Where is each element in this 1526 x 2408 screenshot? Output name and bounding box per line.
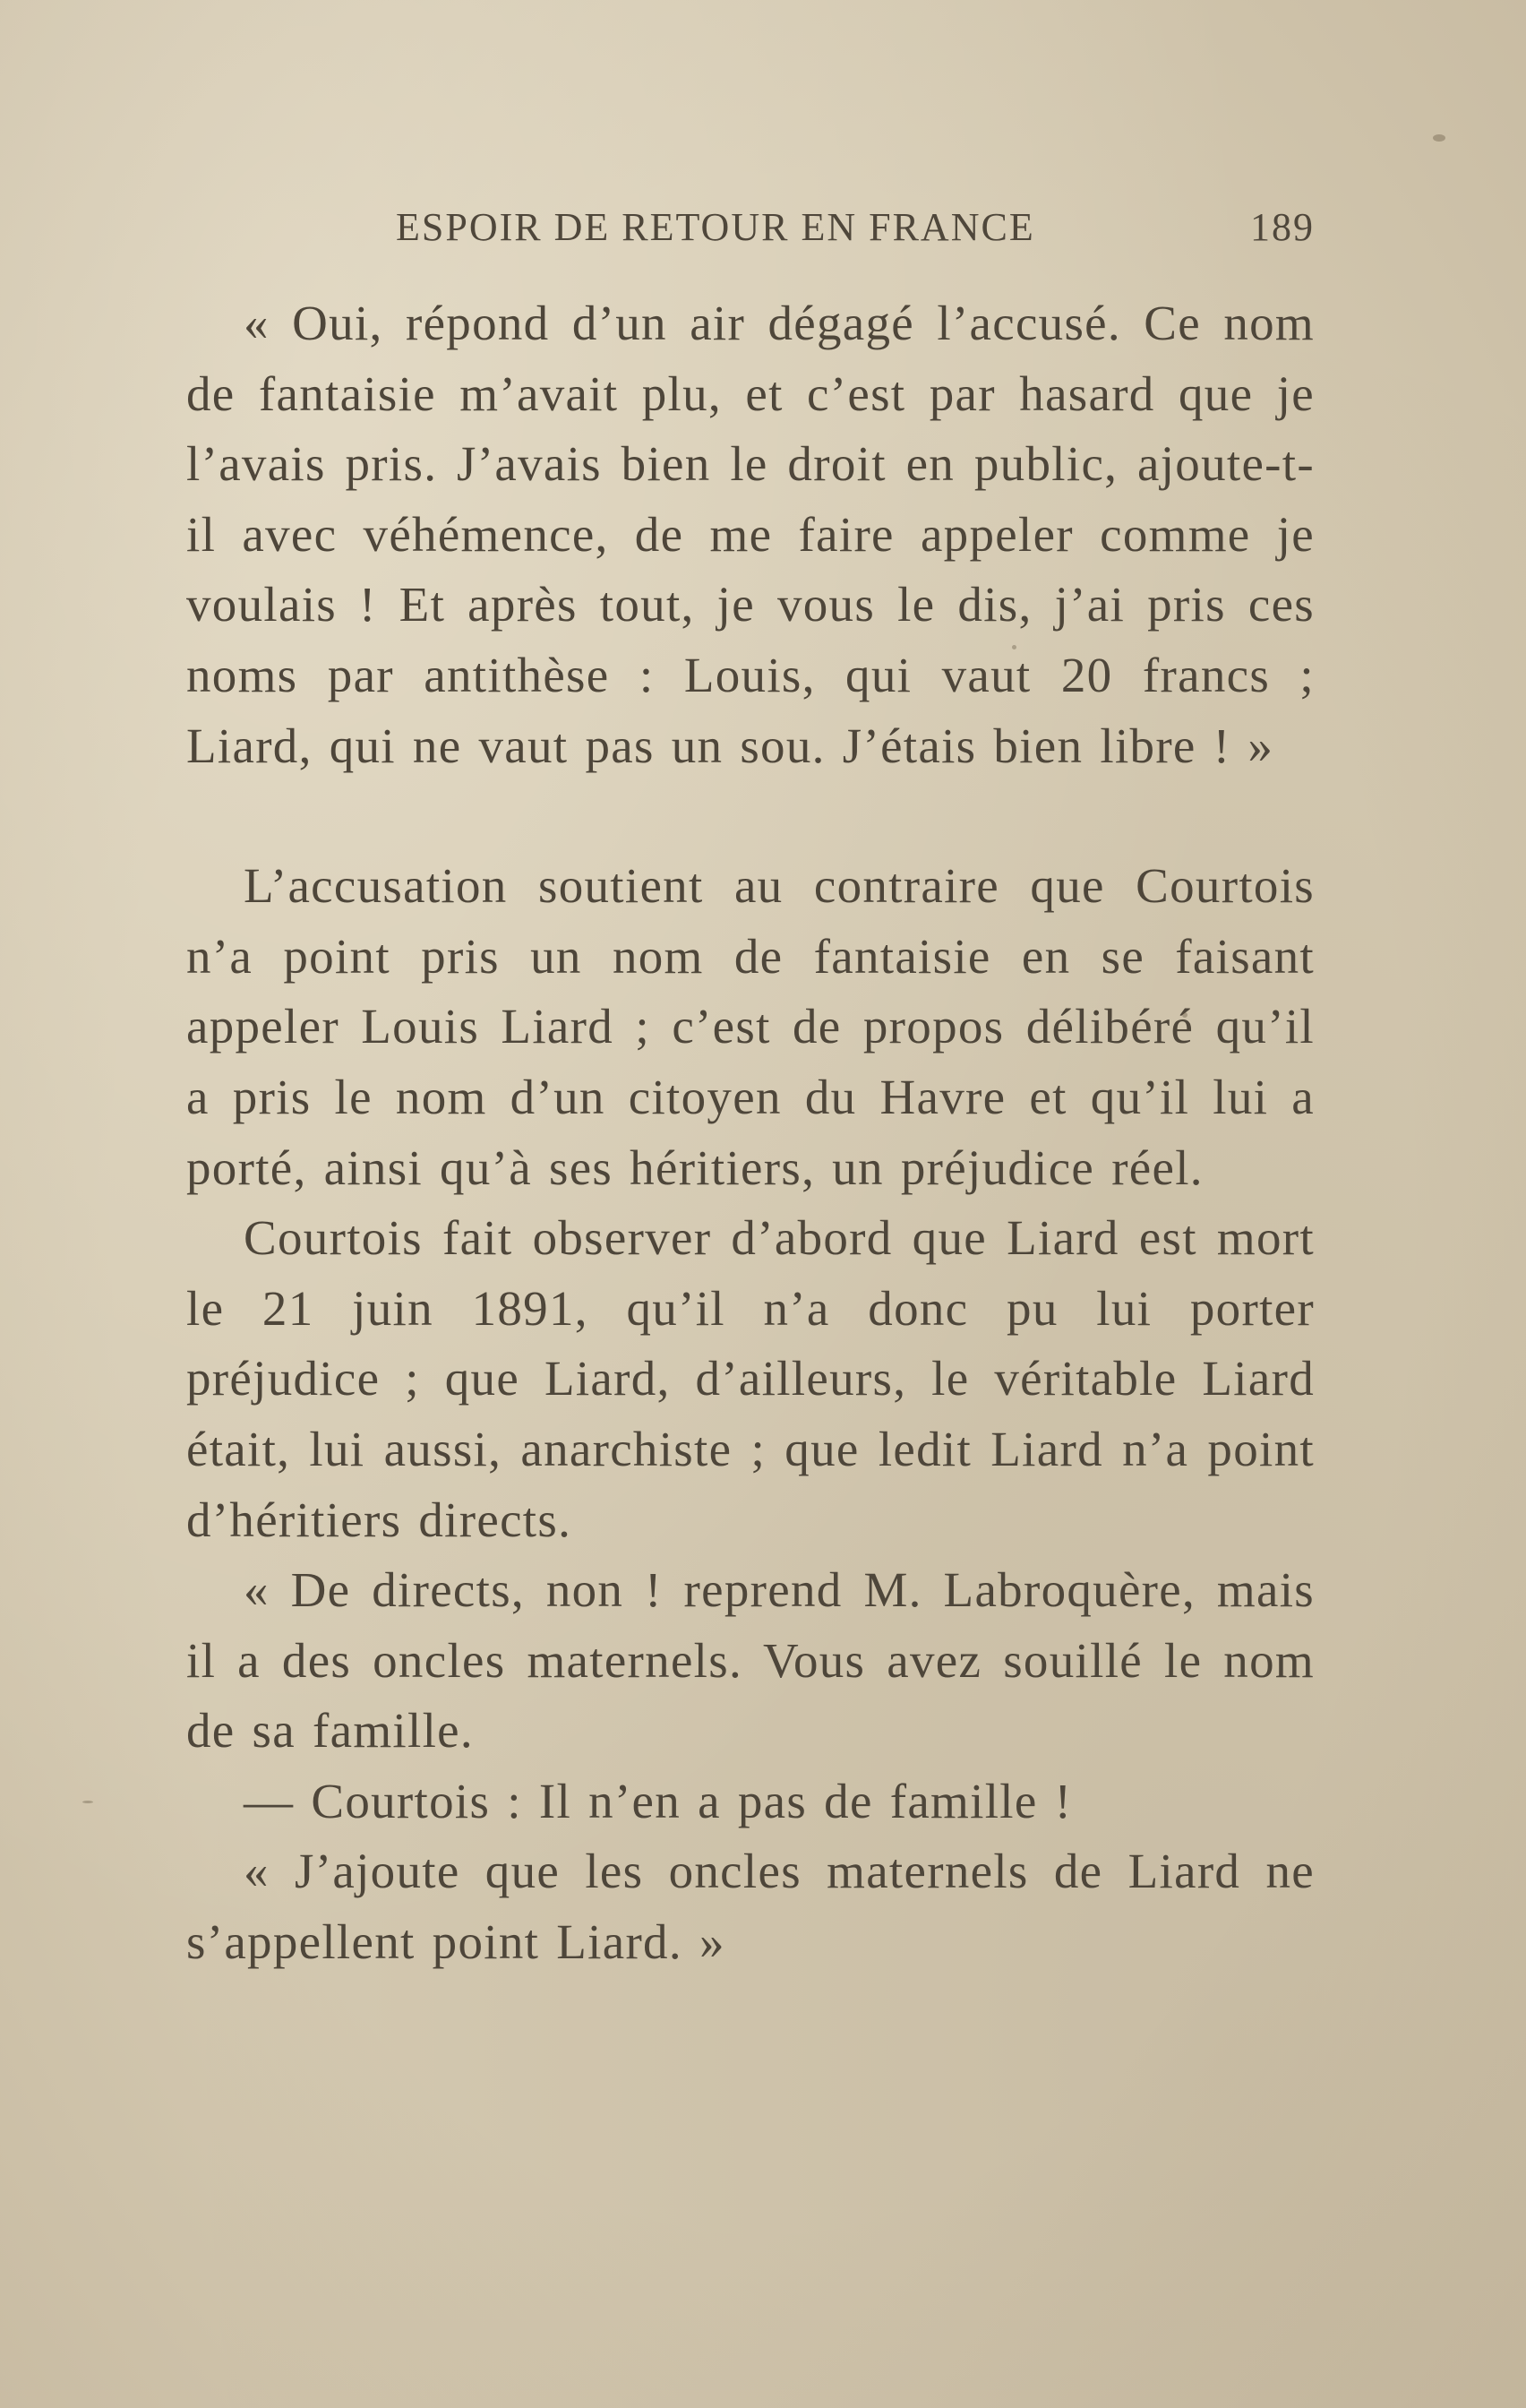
running-title: ESPOIR DE RETOUR EN FRANCE <box>396 205 1035 249</box>
paragraph: « De directs, non ! reprend M. Labroquère, mais il a des oncles maternels. Vous avez souillé le nom de sa famille. <box>186 1562 1315 1759</box>
paragraph: « Oui, répond d’un air dégagé l’accusé. Ce nom de fantaisie m’avait plu, et c’est par hasard que je l’avais pris. J’avais bien le droit en public, ajoute-t-il avec véhémence, de me faire appeler comme je voulais ! Et après tout, je vous le dis, j’ai pris ces noms par antithèse : Louis, qui vaut 20 francs ; Liard, qui ne vaut pas un sou. J’étais bien libre ! » <box>186 296 1315 773</box>
paper-speck <box>1182 1012 1187 1018</box>
paragraph: Courtois fait observer d’abord que Liard est mort le 21 juin 1891, qu’il n’a donc pu lui porter préjudice ; que Liard, d’ailleurs, le véritable Liard était, lui aussi, anarchiste ; que ledit Liard n’a point d’héritiers directs. <box>186 1210 1315 1547</box>
body-text <box>186 288 1315 1978</box>
paragraph: « J’ajoute que les oncles maternels de Liard ne s’appellent point Liard. » <box>186 1844 1315 1970</box>
paragraph: — Courtois : Il n’en a pas de famille ! <box>244 1773 1073 1828</box>
paper-speck <box>82 1801 93 1803</box>
paragraph: L’accusation soutient au contraire que Courtois n’a point pris un nom de fantaisie en se faisant appeler Louis Liard ; c’est de propos délibéré qu’il a pris le nom d’un citoyen du Havre et qu’il lui a porté, ainsi qu’à ses héritiers, un préjudice réel. <box>186 858 1315 1195</box>
paper-speck <box>1012 645 1016 649</box>
paper-speck <box>1433 134 1445 142</box>
running-header <box>186 199 1315 262</box>
book-page <box>186 199 1315 2259</box>
page-number: 189 <box>1250 205 1315 249</box>
